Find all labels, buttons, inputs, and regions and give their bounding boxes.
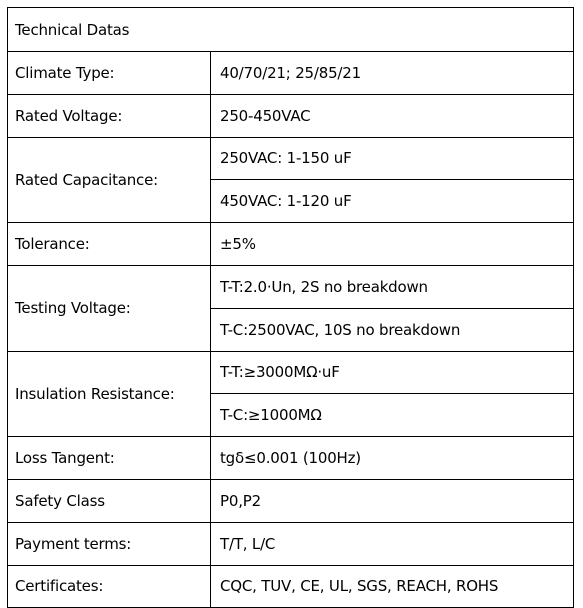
table-row — [8, 479, 574, 522]
table-row — [8, 437, 574, 480]
row-value: 40/70/21; 25/85/21 — [211, 52, 574, 95]
row-label: Certificates: — [8, 565, 211, 608]
row-value: T-T:≥3000MΩ·uF — [211, 351, 574, 394]
row-value: P0,P2 — [211, 479, 574, 522]
table-row — [8, 265, 574, 308]
table-row — [8, 137, 574, 180]
table-row — [8, 52, 574, 95]
table-row — [8, 351, 574, 394]
table-title: Technical Datas — [8, 8, 574, 52]
row-label: Loss Tangent: — [8, 437, 211, 480]
row-value: 250VAC: 1-150 uF — [211, 137, 574, 180]
row-value: T-T:2.0·Un, 2S no breakdown — [211, 265, 574, 308]
row-value: 250-450VAC — [211, 94, 574, 137]
technical-data-table — [7, 7, 574, 608]
row-label: Climate Type: — [8, 52, 211, 95]
row-value: ±5% — [211, 223, 574, 266]
row-value: T/T, L/C — [211, 522, 574, 565]
table-row — [8, 522, 574, 565]
table-row — [8, 223, 574, 266]
table-header-row — [8, 8, 574, 52]
row-label: Safety Class — [8, 479, 211, 522]
technical-data-sheet — [7, 7, 573, 608]
row-value: T-C:2500VAC, 10S no breakdown — [211, 308, 574, 351]
row-value: T-C:≥1000MΩ — [211, 394, 574, 437]
row-label: Testing Voltage: — [8, 265, 211, 351]
row-value: 450VAC: 1-120 uF — [211, 180, 574, 223]
table-row — [8, 565, 574, 608]
table-row — [8, 94, 574, 137]
row-value: tgδ≤0.001 (100Hz) — [211, 437, 574, 480]
row-label: Insulation Resistance: — [8, 351, 211, 437]
row-label: Payment terms: — [8, 522, 211, 565]
row-label: Rated Capacitance: — [8, 137, 211, 223]
row-value: CQC, TUV, CE, UL, SGS, REACH, ROHS — [211, 565, 574, 608]
row-label: Rated Voltage: — [8, 94, 211, 137]
row-label: Tolerance: — [8, 223, 211, 266]
